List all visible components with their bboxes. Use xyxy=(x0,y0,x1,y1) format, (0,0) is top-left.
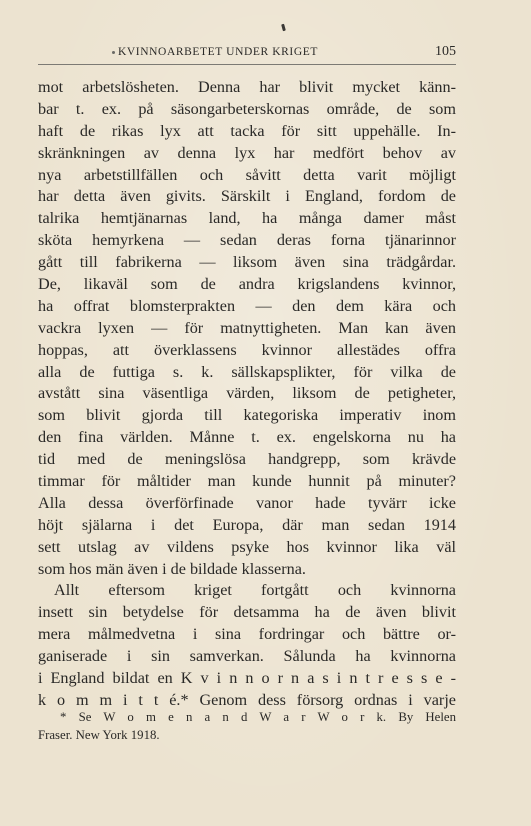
text-line: alla de futtiga s. k. sällskapsplikter, för vilka de xyxy=(38,362,456,381)
text-line: hoppas, att överklassens kvinnor allestädes offra xyxy=(38,340,456,359)
text-line: vackra lyxen — för matnyttigheten. Man kan även xyxy=(38,318,456,337)
text-line: höjt själarna i det Europa, där man sedan 1914 xyxy=(38,515,456,534)
paragraph-start-line: Allt eftersom kriget fortgått och kvinnorna xyxy=(54,581,456,600)
text-line: sett utslag av vildens psyke hos kvinnor lika väl xyxy=(38,537,456,556)
text-line: skränkningen av denna lyx har medfört behov av xyxy=(38,143,456,162)
paragraph-end-line: som hos män även i de bildade klasserna. xyxy=(38,559,306,578)
footnote xyxy=(38,708,456,744)
text-line: insett sin betydelse för detsamma ha de även blivit xyxy=(38,603,456,622)
text-line: den fina världen. Månne t. ex. engelskorna nu ha xyxy=(38,428,456,447)
text-line: som blivit gjorda till kategoriska imperativ inom xyxy=(38,406,456,425)
text-line: mera målmedvetna i sina fordringar och bättre or- xyxy=(38,625,456,644)
text-line: mot arbetslösheten. Denna har blivit mycket känn- xyxy=(38,78,456,96)
text-line: tid med de meningslösa handgrepp, som krävde xyxy=(38,450,456,469)
text-line: timmar för måltider man kunde hunnit på minuter? xyxy=(38,472,456,491)
page-header xyxy=(38,44,456,64)
body-text xyxy=(38,77,456,712)
text-line: ha offrat blomsterprakten — den dem kära och xyxy=(38,296,456,315)
text-line: talrika hemtjänarnas land, ha många damer måst xyxy=(38,209,456,228)
text-line: nya arbetstillfällen och såvitt detta varit möjligt xyxy=(38,165,456,184)
header-rule xyxy=(38,64,456,65)
text-line: haft de rikas lyx att tacka för sitt uppehälle. In- xyxy=(38,121,456,140)
text-line: Alla dessa överförfinade vanor hade tyvärr icke xyxy=(38,493,456,512)
text-line: i England bildat en K v i n n o r n a s i n t r e s s e - xyxy=(38,669,456,688)
text-line: bar t. ex. på säsongarbeterskornas område, de som xyxy=(38,99,456,118)
text-line: gått till fabrikerna — liksom även sina trädgårdar. xyxy=(38,253,456,272)
text-line: ganiserade i sin samverkan. Sålunda ha kvinnorna xyxy=(38,647,456,666)
text-line: sköta hemyrkena — sedan deras forna tjänarinnor xyxy=(38,231,456,250)
text-line: har detta även givits. Särskilt i England, fordom de xyxy=(38,187,456,206)
header-dot xyxy=(112,51,115,54)
footnote-line: Fraser. New York 1918. xyxy=(38,728,160,742)
footnote-line: * Se W o m e n a n d W a r W o r k. By Helen xyxy=(60,710,456,724)
ink-speck xyxy=(281,24,286,32)
text-line: k o m m i t t é.* Genom dess försorg ordnas i varje xyxy=(38,690,456,709)
text-line: avstått sina väsentliga värden, liksom de petigheter, xyxy=(38,384,456,403)
text-line: De, likaväl som de andra krigslandens kvinnor, xyxy=(38,275,456,294)
page-number: 105 xyxy=(435,44,456,59)
running-title: KVINNOARBETET UNDER KRIGET xyxy=(118,46,319,58)
